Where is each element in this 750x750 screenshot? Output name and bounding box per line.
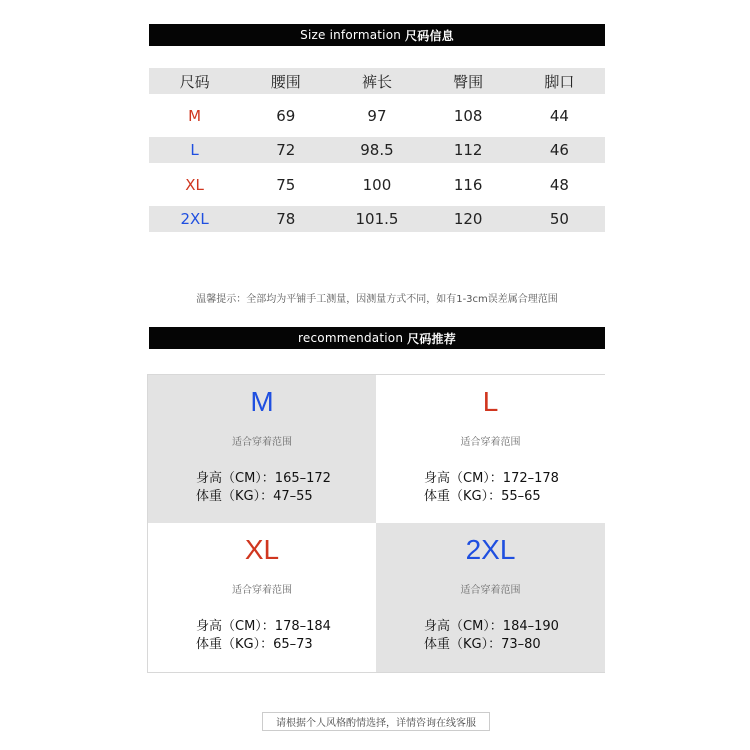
table-cell: 44 [549, 106, 569, 125]
table-row [149, 206, 605, 232]
fit-range-caption: 适合穿着范围 [460, 585, 521, 596]
recommendation-header [149, 327, 605, 349]
height-range: 身高（CM）：178–184 [196, 619, 331, 634]
recommend-size-xl: XL [244, 534, 280, 565]
weight-range: 体重（KG）：55–65 [424, 489, 541, 504]
table-cell: 98.5 [331, 137, 422, 163]
recommendation-card-m [148, 375, 376, 523]
size-label-xl: XL [185, 175, 204, 194]
fit-range-caption: 适合穿着范围 [232, 585, 292, 596]
size-information-title: 尺码信息 [405, 28, 454, 43]
header-waist: 腰围 [240, 68, 331, 94]
table-header-row [149, 68, 605, 94]
size-label-2xl: 2XL [149, 206, 240, 232]
recommendation-card-2xl [376, 523, 605, 672]
fit-range-caption: 适合穿着范围 [232, 437, 292, 448]
table-cell: 116 [453, 175, 483, 194]
header-leg-opening: 脚口 [514, 68, 605, 94]
table-cell: 69 [276, 106, 296, 125]
header-hip: 臀围 [423, 68, 514, 94]
table-cell: 120 [423, 206, 514, 232]
recommendation-grid [147, 374, 605, 673]
height-range: 身高（CM）：184–190 [424, 619, 559, 634]
recommendation-title: 尺码推荐 [407, 331, 456, 346]
measurement-note: 温馨提示：全部均为平铺手工测量，因测量方式不同，如有1-3cm误差属合理范围 [196, 294, 558, 305]
weight-range: 体重（KG）：47–55 [196, 489, 313, 504]
table-cell: 50 [514, 206, 605, 232]
recommendation-prefix: recommendation [298, 331, 404, 345]
table-cell: 48 [549, 175, 569, 194]
recommend-size-l: L [482, 386, 499, 417]
table-cell: 100 [362, 175, 392, 194]
size-label-l: L [149, 137, 240, 163]
table-row [149, 137, 605, 163]
weight-range: 体重（KG）：65–73 [196, 637, 313, 652]
size-label-m: M [188, 106, 202, 125]
recommend-size-2xl: 2XL [465, 534, 516, 565]
height-range: 身高（CM）：165–172 [196, 471, 331, 486]
header-length: 裤长 [331, 68, 422, 94]
table-cell: 75 [276, 175, 296, 194]
recommendation-card-xl [148, 523, 376, 672]
table-cell: 97 [367, 106, 387, 125]
table-cell: 78 [240, 206, 331, 232]
size-chart-table [149, 68, 605, 232]
size-information-header [149, 24, 605, 46]
header-size: 尺码 [149, 68, 240, 94]
table-cell: 101.5 [331, 206, 422, 232]
table-cell: 72 [240, 137, 331, 163]
size-information-prefix: Size information [300, 28, 402, 42]
height-range: 身高（CM）：172–178 [424, 471, 559, 486]
table-row [149, 94, 605, 137]
footer-note: 请根据个人风格酌情选择，详情咨询在线客服 [262, 712, 490, 731]
recommendation-card-l [376, 375, 605, 523]
table-cell: 112 [423, 137, 514, 163]
fit-range-caption: 适合穿着范围 [460, 437, 521, 448]
table-cell: 46 [514, 137, 605, 163]
table-cell: 108 [453, 106, 483, 125]
weight-range: 体重（KG）：73–80 [424, 637, 541, 652]
table-row [149, 163, 605, 206]
recommend-size-m: M [250, 386, 274, 417]
